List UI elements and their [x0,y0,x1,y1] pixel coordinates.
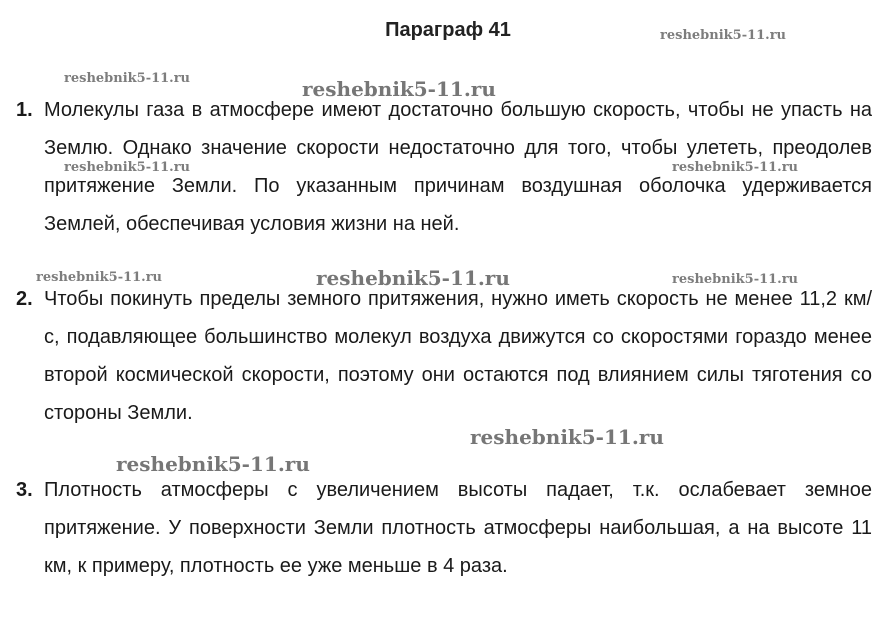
watermark: reshebnik5-11.ru [470,425,664,449]
watermark: reshebnik5-11.ru [116,452,310,476]
item-number: 3. [16,479,33,501]
watermark: reshebnik5-11.ru [302,77,496,101]
list-item [16,471,872,585]
item-text: Чтобы покинуть пределы земного притяжения, нужно иметь скорость не менее 11,2 км/с, подавляющее большинство молекул воздуха движутся со скоростями гораздо менее второй космической скорости, поэтому они остаются под влиянием силы тяготения со стороны Земли. [44,288,872,424]
item-text: Молекулы газа в атмосфере имеют достаточно большую скорость, чтобы не упасть на Землю. Однако значение скорости недостаточно для того, чтобы улететь, преодолев притяжение Земли. По указанным причинам воздушная оболочка удерживается Землей, обеспечивая условия жизни на ней. [44,99,872,235]
watermark: reshebnik5-11.ru [64,160,191,175]
watermark: reshebnik5-11.ru [660,28,787,43]
list-item [16,280,872,432]
watermark: reshebnik5-11.ru [64,71,191,86]
item-number: 2. [16,288,33,310]
watermark: reshebnik5-11.ru [672,272,799,287]
watermark: reshebnik5-11.ru [672,160,799,175]
page-title: Параграф 41 [385,19,511,41]
list-item [16,91,872,243]
item-number: 1. [16,99,33,121]
item-text: Плотность атмосферы с увеличением высоты падает, т.к. ослабевает земное притяжение. У поверхности Земли плотность атмосферы наибольшая, а на высоте 11 км, к примеру, плотность ее уже меньше в 4 раза. [44,479,872,577]
watermark: reshebnik5-11.ru [316,266,510,290]
watermark: reshebnik5-11.ru [36,270,163,285]
